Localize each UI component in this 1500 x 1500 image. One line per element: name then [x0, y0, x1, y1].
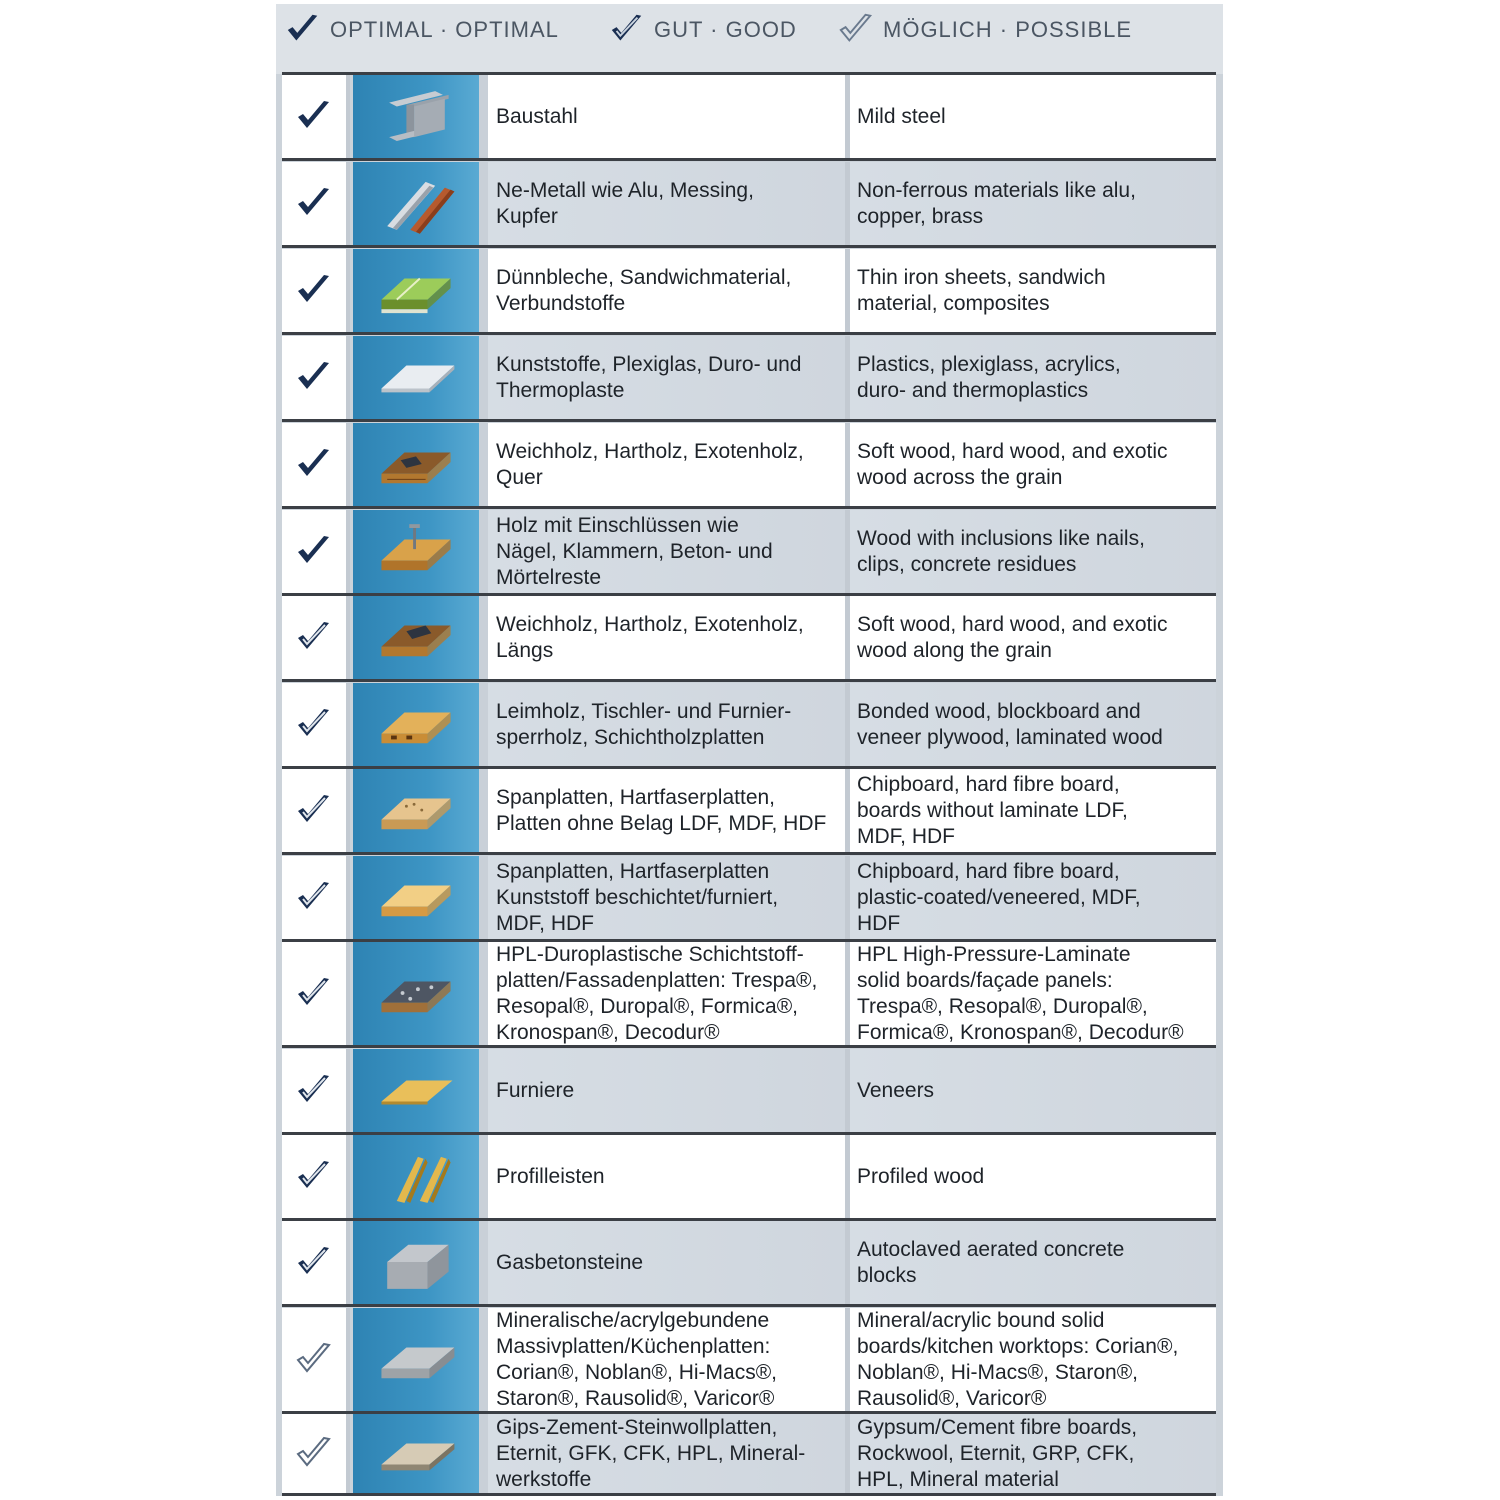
table-row [282, 510, 1216, 596]
row-rule [282, 1045, 1216, 1048]
material-de-text: Leimholz, Tischler- und Furnier- sperrholz, Schichtholzplatten [496, 699, 792, 749]
column-divider [346, 769, 350, 852]
rating-cell [282, 1308, 346, 1411]
legend-good [608, 10, 797, 50]
material-image-cell [353, 1308, 479, 1411]
material-image-cell [353, 596, 479, 679]
column-divider [479, 1135, 488, 1218]
material-de-cell [488, 1049, 845, 1132]
check-solid-icon [294, 184, 334, 224]
material-de-text: Gips-Zement-Steinwollplatten, Eternit, GFK, CFK, HPL, Mineral- werkstoffe [496, 1415, 806, 1491]
column-divider [479, 1049, 488, 1132]
material-de-text: Weichholz, Hartholz, Exotenholz, Längs [496, 612, 804, 662]
column-divider [479, 336, 488, 419]
column-divider [346, 249, 350, 332]
table-row [282, 423, 1216, 509]
material-de-text: Holz mit Einschlüssen wie Nägel, Klammern, Beton- und Mörtelreste [496, 513, 773, 589]
material-en-text: Bonded wood, blockboard and veneer plywood, laminated wood [857, 699, 1163, 749]
rating-cell [282, 249, 346, 332]
material-de-cell [488, 423, 845, 506]
rating-cell [282, 769, 346, 852]
rating-cell [282, 856, 346, 939]
column-divider [479, 596, 488, 679]
column-divider [346, 423, 350, 506]
material-image-cell [353, 75, 479, 158]
material-de-text: Baustahl [496, 104, 578, 128]
steel-beam-icon [368, 82, 464, 152]
material-en-text: Soft wood, hard wood, and exotic wood across the grain [857, 439, 1168, 489]
material-image-cell [353, 942, 479, 1045]
glued-wood-icon [368, 690, 464, 760]
material-de-cell [488, 1135, 845, 1218]
material-en-cell [850, 1308, 1216, 1411]
legend-optimal-label: OPTIMAL · OPTIMAL [330, 17, 559, 42]
material-en-text: HPL High-Pressure-Laminate solid boards/façade panels: Trespa®, Resopal®, Duropal®, Formica®, Kronospan®, Decodur® [857, 942, 1184, 1044]
material-image-cell [353, 769, 479, 852]
column-divider [346, 1308, 350, 1411]
material-de-cell [488, 683, 845, 766]
table-row [282, 1049, 1216, 1135]
check-solid-icon [294, 97, 334, 137]
rating-cell [282, 75, 346, 158]
column-divider [346, 683, 350, 766]
column-divider [346, 596, 350, 679]
column-divider [479, 769, 488, 852]
material-de-text: Gasbetonsteine [496, 1250, 644, 1274]
row-rule [282, 679, 1216, 682]
metal-pipes-icon [368, 169, 464, 239]
check-outline-icon [294, 791, 334, 831]
table-row [282, 336, 1216, 422]
material-en-text: Veneers [857, 1078, 935, 1102]
column-divider [346, 856, 350, 939]
column-divider [479, 162, 488, 245]
row-rule [282, 158, 1216, 161]
rating-cell [282, 510, 346, 593]
material-en-cell [850, 1135, 1216, 1218]
material-image-cell [353, 162, 479, 245]
table-row [282, 1135, 1216, 1221]
material-de-cell [488, 1414, 845, 1493]
check-solid-icon [294, 532, 334, 572]
column-divider [479, 1308, 488, 1411]
rating-cell [282, 942, 346, 1045]
rating-cell [282, 1414, 346, 1493]
table-row [282, 596, 1216, 682]
material-de-text: Spanplatten, Hartfaserplatten, Platten ohne Belag LDF, MDF, HDF [496, 785, 827, 835]
material-en-cell [850, 1049, 1216, 1132]
column-divider [479, 1414, 488, 1493]
column-divider [479, 942, 488, 1045]
table-row [282, 1414, 1216, 1496]
check-outline-icon [294, 878, 334, 918]
check-solid-icon [294, 445, 334, 485]
material-en-cell [850, 683, 1216, 766]
row-rule [282, 506, 1216, 509]
rating-cell [282, 1221, 346, 1304]
material-image-cell [353, 423, 479, 506]
material-en-cell [850, 942, 1216, 1045]
column-divider [346, 510, 350, 593]
check-light-icon [837, 11, 875, 49]
material-image-cell [353, 1221, 479, 1304]
material-en-cell [850, 510, 1216, 593]
material-de-text: Spanplatten, Hartfaserplatten Kunststoff beschichtet/furniert, MDF, HDF [496, 859, 779, 935]
material-en-text: Wood with inclusions like nails, clips, concrete residues [857, 526, 1145, 576]
material-de-text: HPL-Duroplastische Schichtstoff- platten/Fassadenplatten: Trespa®, Resopal®, Duropal®, Formica®, Kronospan®, Decodur® [496, 942, 818, 1044]
material-en-text: Autoclaved aerated concrete blocks [857, 1237, 1125, 1287]
material-en-cell [850, 249, 1216, 332]
material-de-text: Ne-Metall wie Alu, Messing, Kupfer [496, 178, 754, 228]
material-de-cell [488, 596, 845, 679]
column-divider [346, 942, 350, 1045]
table-row [282, 769, 1216, 855]
rating-cell [282, 596, 346, 679]
material-en-cell [850, 596, 1216, 679]
material-chart [276, 4, 1223, 1496]
check-light-icon [294, 1434, 334, 1474]
hpl-panel-icon [368, 959, 464, 1029]
column-divider [479, 423, 488, 506]
rating-cell [282, 423, 346, 506]
material-de-cell [488, 510, 845, 593]
material-en-cell [850, 423, 1216, 506]
table-row [282, 162, 1216, 248]
row-rule [282, 332, 1216, 335]
column-divider [346, 1049, 350, 1132]
legend-optimal [284, 10, 559, 50]
material-en-text: Chipboard, hard fibre board, plastic-coated/veneered, MDF, HDF [857, 859, 1141, 935]
material-de-cell [488, 162, 845, 245]
material-image-cell [353, 336, 479, 419]
material-de-cell [488, 856, 845, 939]
material-en-cell [850, 1221, 1216, 1304]
material-en-text: Chipboard, hard fibre board, boards without laminate LDF, MDF, HDF [857, 772, 1128, 848]
material-de-cell [488, 336, 845, 419]
material-image-cell [353, 510, 479, 593]
column-divider [346, 336, 350, 419]
table-row [282, 856, 1216, 942]
plastic-sheet-icon [368, 343, 464, 413]
veneer-icon [368, 1056, 464, 1126]
column-divider [479, 683, 488, 766]
material-de-text: Furniere [496, 1078, 575, 1102]
table-row [282, 942, 1216, 1048]
material-en-text: Profiled wood [857, 1164, 985, 1188]
legend-possible-label: MÖGLICH · POSSIBLE [883, 17, 1133, 42]
rating-cell [282, 683, 346, 766]
check-solid-icon [284, 11, 322, 49]
wood-cross-cut-icon [368, 430, 464, 500]
material-image-cell [353, 1135, 479, 1218]
column-divider [479, 856, 488, 939]
legend-good-label: GUT · GOOD [654, 17, 797, 42]
material-en-cell [850, 75, 1216, 158]
legend-possible [837, 10, 1132, 50]
material-en-cell [850, 856, 1216, 939]
material-de-text: Mineralische/acrylgebundene Massivplatten/Küchenplatten: Corian®, Noblan®, Hi-Macs®, Staron®, Rausolid®, Varicor® [496, 1308, 777, 1410]
column-divider [346, 1414, 350, 1493]
material-en-text: Thin iron sheets, sandwich material, composites [857, 265, 1106, 315]
material-image-cell [353, 249, 479, 332]
material-en-cell [850, 336, 1216, 419]
material-de-cell [488, 75, 845, 158]
cement-board-icon [368, 1419, 464, 1489]
coated-board-icon [368, 863, 464, 933]
check-outline-icon [294, 618, 334, 658]
material-en-text: Mild steel [857, 104, 946, 128]
material-image-cell [353, 1049, 479, 1132]
material-en-cell [850, 1414, 1216, 1493]
rating-cell [282, 1049, 346, 1132]
material-en-cell [850, 769, 1216, 852]
check-outline-icon [294, 1071, 334, 1111]
wood-rip-cut-icon [368, 603, 464, 673]
wood-with-nail-icon [368, 517, 464, 587]
material-de-cell [488, 769, 845, 852]
material-table [282, 72, 1216, 1496]
row-rule [282, 1493, 1216, 1496]
check-solid-icon [294, 358, 334, 398]
material-en-text: Non-ferrous materials like alu, copper, brass [857, 178, 1136, 228]
check-light-icon [294, 1340, 334, 1380]
check-outline-icon [294, 1157, 334, 1197]
row-rule [282, 852, 1216, 855]
check-outline-icon [608, 11, 646, 49]
material-en-cell [850, 162, 1216, 245]
chipboard-icon [368, 776, 464, 846]
check-solid-icon [294, 271, 334, 311]
material-en-text: Plastics, plexiglass, acrylics, duro- and thermoplastics [857, 352, 1121, 402]
table-row [282, 1221, 1216, 1307]
table-row [282, 75, 1216, 161]
mineral-board-icon [368, 1325, 464, 1395]
legend [276, 4, 1223, 74]
row-rule [282, 245, 1216, 248]
material-image-cell [353, 856, 479, 939]
material-de-text: Dünnbleche, Sandwichmaterial, Verbundstoffe [496, 265, 792, 315]
column-divider [479, 75, 488, 158]
row-rule [282, 419, 1216, 422]
check-outline-icon [294, 705, 334, 745]
material-de-text: Weichholz, Hartholz, Exotenholz, Quer [496, 439, 804, 489]
table-row [282, 249, 1216, 335]
table-row [282, 1308, 1216, 1414]
material-de-cell [488, 1308, 845, 1411]
aerated-block-icon [368, 1228, 464, 1298]
material-en-text: Soft wood, hard wood, and exotic wood along the grain [857, 612, 1168, 662]
rating-cell [282, 336, 346, 419]
material-en-text: Gypsum/Cement fibre boards, Rockwool, Eternit, GRP, CFK, HPL, Mineral material [857, 1415, 1138, 1491]
material-de-text: Profilleisten [496, 1164, 605, 1188]
material-de-text: Kunststoffe, Plexiglas, Duro- und Thermoplaste [496, 352, 802, 402]
check-outline-icon [294, 1243, 334, 1283]
material-en-text: Mineral/acrylic bound solid boards/kitchen worktops: Corian®, Noblan®, Hi-Macs®, Staron®, Rausolid®, Varicor® [857, 1308, 1179, 1410]
material-de-cell [488, 942, 845, 1045]
rating-cell [282, 1135, 346, 1218]
column-divider [479, 510, 488, 593]
sandwich-sheet-icon [368, 256, 464, 326]
column-divider [346, 1135, 350, 1218]
material-image-cell [353, 1414, 479, 1493]
material-image-cell [353, 683, 479, 766]
column-divider [346, 162, 350, 245]
rating-cell [282, 162, 346, 245]
profile-strips-icon [368, 1142, 464, 1212]
column-divider [479, 1221, 488, 1304]
material-de-cell [488, 1221, 845, 1304]
column-divider [479, 249, 488, 332]
material-de-cell [488, 249, 845, 332]
column-divider [346, 75, 350, 158]
table-row [282, 683, 1216, 769]
column-divider [346, 1221, 350, 1304]
check-outline-icon [294, 974, 334, 1014]
